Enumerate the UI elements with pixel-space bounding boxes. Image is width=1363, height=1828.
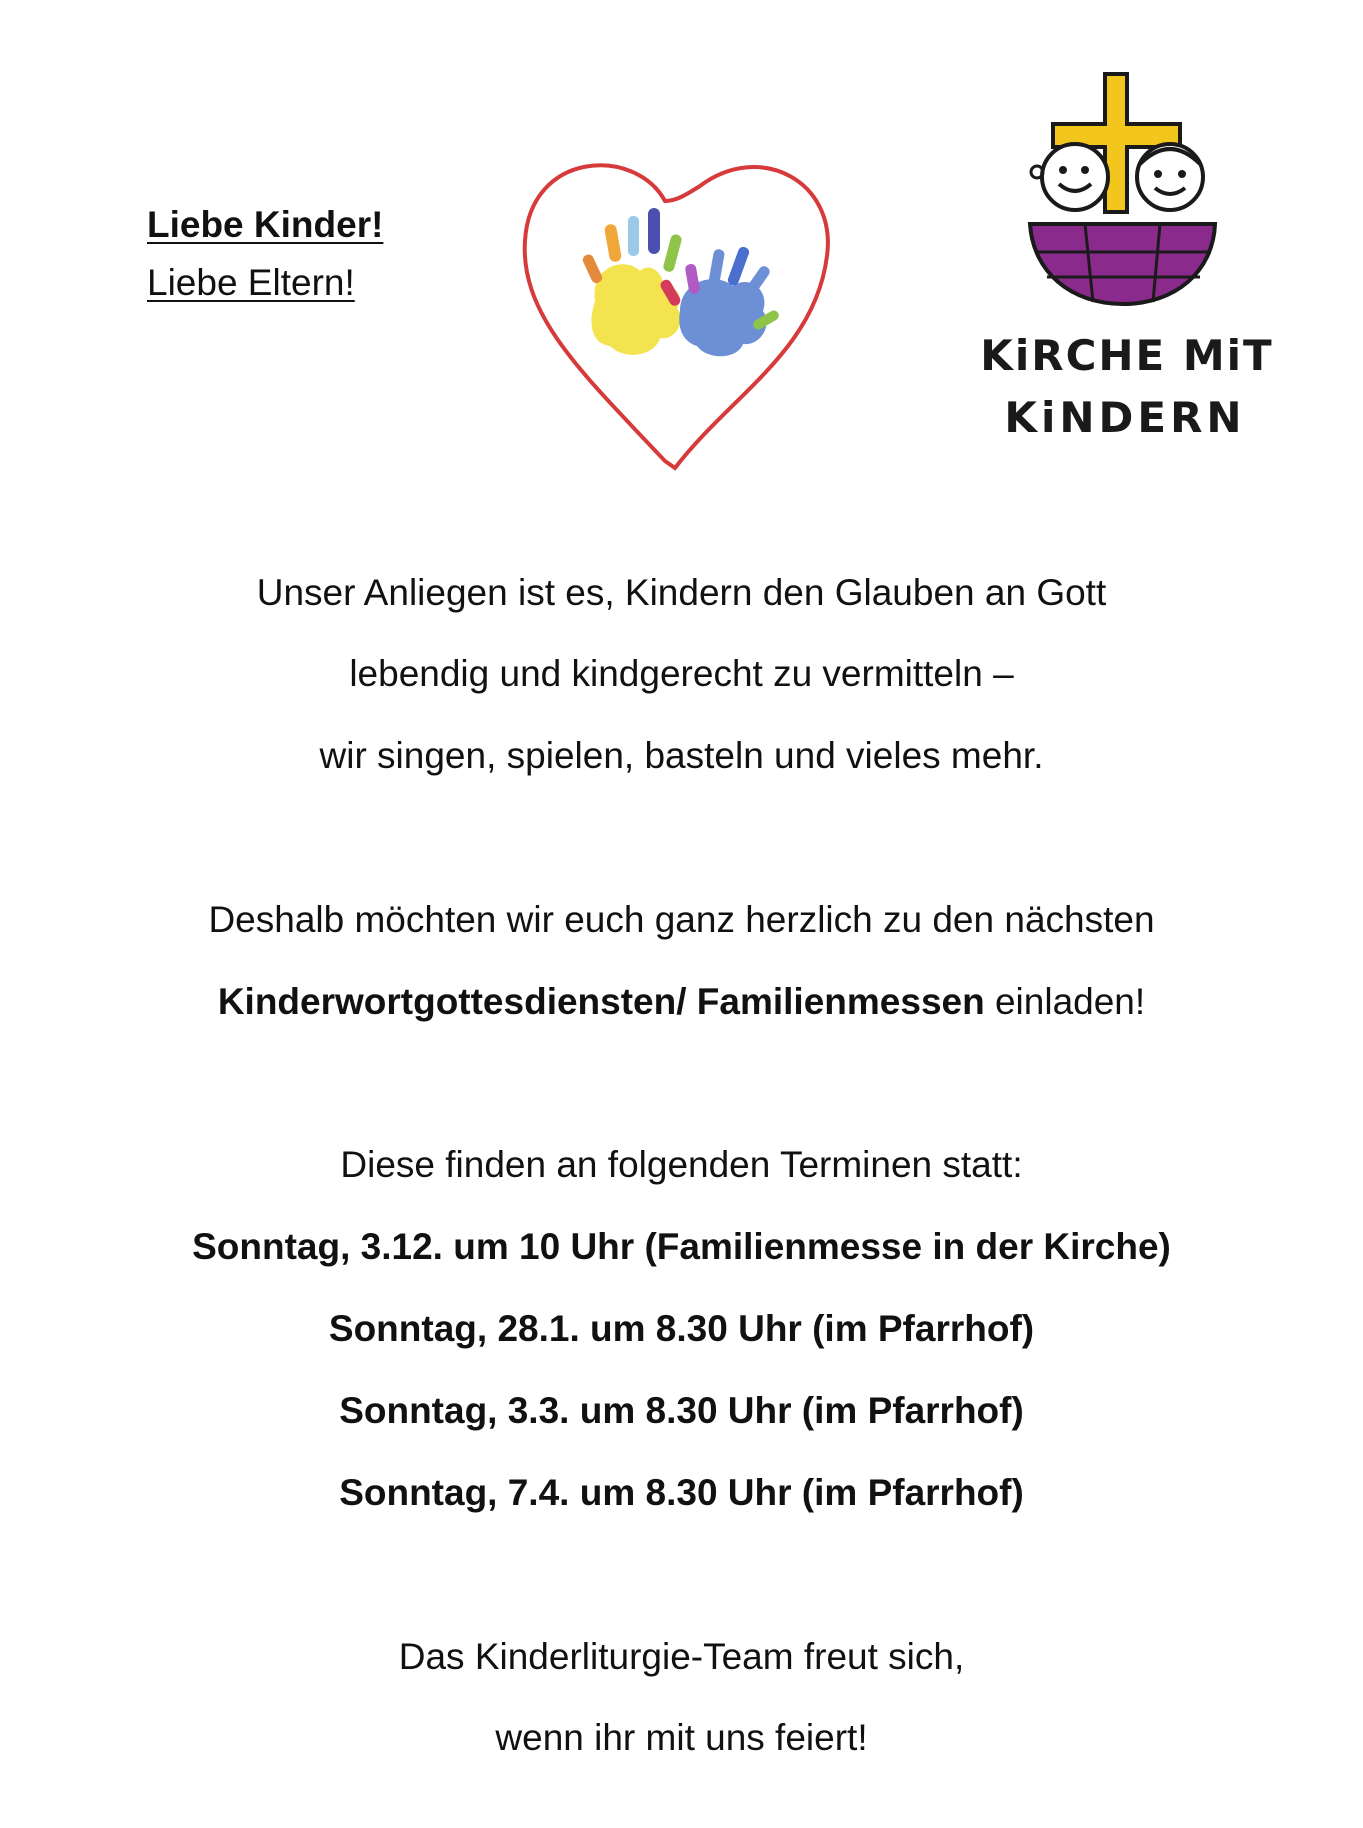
invitation-bold-text: Kinderwortgottesdiensten/ Familienmessen bbox=[217, 981, 985, 1022]
greeting-children: Liebe Kinder! bbox=[147, 204, 384, 245]
schedule-date: Sonntag, 3.3. um 8.30 Uhr (im Pfarrhof) bbox=[339, 1390, 1024, 1431]
schedule-date: Sonntag, 3.12. um 10 Uhr (Familienmesse in der Kirche) bbox=[192, 1226, 1171, 1267]
greeting bbox=[147, 196, 383, 312]
invitation-line-1: Deshalb möchten wir euch ganz herzlich zu den nächsten bbox=[208, 899, 1155, 940]
intro-line-3: wir singen, spielen, basteln und vieles mehr. bbox=[319, 735, 1044, 776]
schedule-intro: Diese finden an folgenden Terminen statt: bbox=[340, 1144, 1023, 1185]
invitation-rest-text: einladen! bbox=[984, 981, 1146, 1022]
cross-ship-children-icon bbox=[975, 52, 1285, 460]
closing-line-1: Das Kinderliturgie-Team freut sich, bbox=[398, 1636, 965, 1677]
schedule-date: Sonntag, 7.4. um 8.30 Uhr (im Pfarrhof) bbox=[339, 1472, 1024, 1513]
intro-line-1: Unser Anliegen ist es, Kindern den Glauben an Gott bbox=[256, 572, 1107, 613]
invitation-line-2 bbox=[0, 979, 1363, 1025]
greeting-parents: Liebe Eltern! bbox=[147, 262, 355, 303]
logo-text-line2: KiNDERN bbox=[1004, 393, 1246, 442]
handprint-heart-icon bbox=[515, 146, 845, 476]
schedule-date: Sonntag, 28.1. um 8.30 Uhr (im Pfarrhof) bbox=[328, 1308, 1035, 1349]
logo-text-line1: KiRCHE MiT bbox=[980, 331, 1274, 380]
intro-line-2: lebendig und kindgerecht zu vermitteln – bbox=[349, 653, 1014, 694]
closing-line-2: wenn ihr mit uns feiert! bbox=[495, 1717, 868, 1758]
